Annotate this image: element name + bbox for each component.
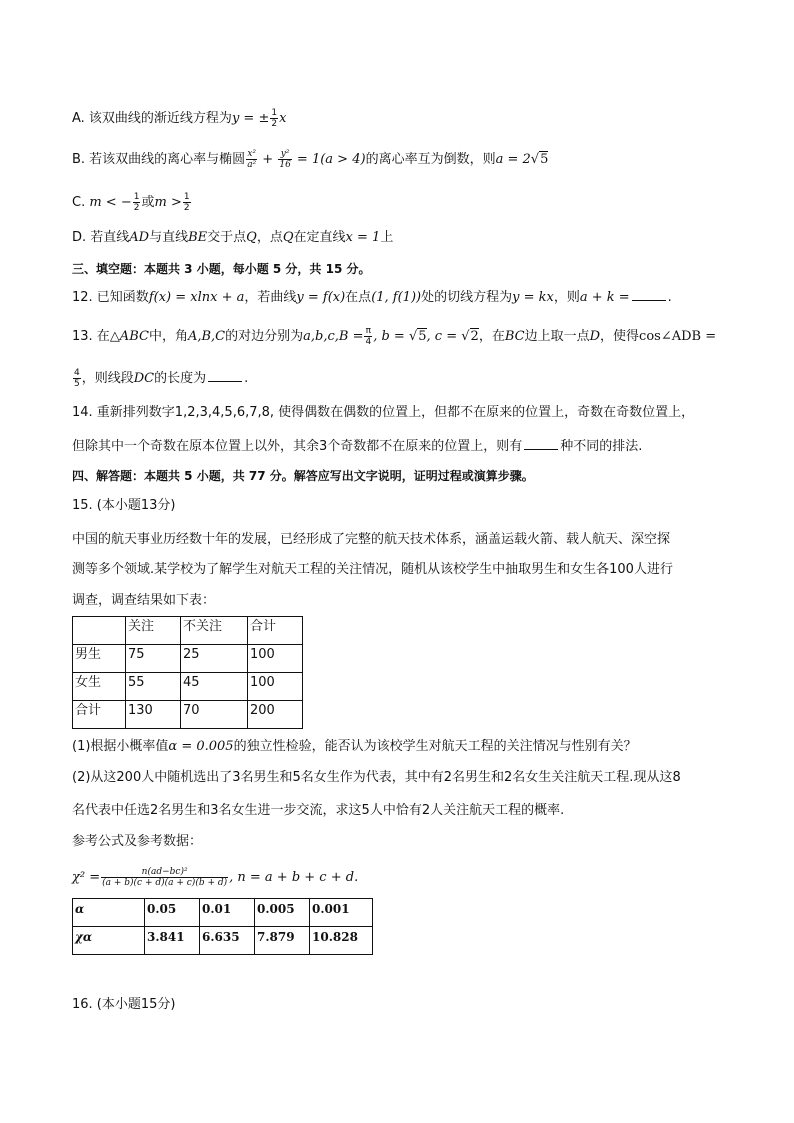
q12-answer-blank[interactable] [632,288,666,301]
section-heading-fill-in: 三、填空题：本题共 3 小题，每小题 5 分，共 15 分。 [72,262,371,276]
option-b-result: a = 2 [495,152,531,167]
table-row [73,701,303,729]
question-15-title: 15. (本小题13分) [72,498,176,513]
option-c-math-1: m < − [89,195,132,210]
option-b: B. 若该双曲线的离心率与椭圆 $\frac{\text{x²}}{\text{a²}}$ + $\frac{\text{y²}}{16}$ = 1(a > 4)的离心率互为倒数，则a = 2√5 [72,149,549,170]
table-cell: 45 [181,673,248,701]
option-a-tail: x [279,111,287,126]
table-cell: α [73,899,145,927]
q13-cos-expression: cos∠ADB = [639,329,717,344]
table-cell: 0.01 [200,899,255,927]
q12-function: f(x) = xlnx + a [148,290,245,305]
table-cell: 合计 [73,701,126,729]
table-cell: 10.828 [310,927,373,955]
option-d: D. 若直线AD与直线BE交于点Q，点Q在定直线x = 1上 [72,230,394,245]
option-b-text: B. 若该双曲线的离心率与椭圆 [72,152,246,167]
table-cell [73,617,126,645]
question-15-part-2: (2)从这200人中随机选出了3名男生和5名女生作为代表，其中有2名男生和2名女生关注航天工程.现从这8 [72,770,681,785]
q13-angle-fraction: $\frac{\pi}{4}$ [365,326,372,347]
table-cell: 70 [181,701,248,729]
table-cell: 100 [248,673,303,701]
critical-value-table [72,898,373,955]
table-cell: χα [73,927,145,955]
ellipse-condition: = 1(a > 4) [292,152,366,167]
table-row [73,645,303,673]
table-cell: 0.05 [145,899,200,927]
reference-title: 参考公式及参考数据： [72,834,203,849]
ellipse-fraction-x: $\frac{\text{x²}}{\text{a²}}$ [247,149,257,170]
option-c-math-2: m > [154,195,182,210]
table-row [73,899,373,927]
table-cell: 3.841 [145,927,200,955]
table-row [73,927,373,955]
chi-square-formula: χ² = $\frac{\text{n(ad−bc)²}}{(a + b)(c + d)(a + c)(b + d)}$ , n = a + b + c + d. [72,867,359,888]
question-15-para-1: 中国的航天事业历经数十年的发展，已经形成了完整的航天技术体系，涵盖运载火箭、载人航天、深空探 [72,532,671,547]
survey-table [72,616,303,729]
option-c-fraction-1: $\frac{1}{2}$ [133,192,140,213]
question-12: 12. 已知函数f(x) = xlnx + a，若曲线y = f(x)在点(1, f(1))处的切线方程为y = kx，则a + k = . [72,290,672,305]
alpha-value: α = 0.005 [168,739,234,754]
question-15-part-1: (1)根据小概率值α = 0.005的独立性检验，能否认为该校学生对航天工程的关注情况与性别有关？ [72,739,637,754]
table-cell: 0.001 [310,899,373,927]
option-a-math: y = ± [231,111,270,126]
question-15-para-2: 测等多个领域.某学校为了解学生对航天工程的关注情况，随机从该校学生中抽取男生和女生各100人进行 [72,562,673,577]
table-cell: 0.005 [255,899,310,927]
table-cell: 7.879 [255,927,310,955]
table-cell: 130 [126,701,181,729]
table-cell: 6.635 [200,927,255,955]
q13-cos-value: $\frac{4}{5}$ [74,368,80,389]
table-cell: 女生 [73,673,126,701]
option-c: C. m < − $\frac{1}{2}$ 或m > $\frac{1}{2}$ [72,192,190,213]
question-15-part-2-line-2: 名代表中任选2名男生和3名女生进一步交流，求这5人中恰有2人关注航天工程的概率. [72,803,565,818]
question-13: 13. 在△ABC中，角A,B,C的对边分别为a,b,c,B = $\frac{\pi}{4}$ , b = √5, c = √2，在BC边上取一点D，使得cos∠ADB = [72,326,717,347]
table-cell: 合计 [248,617,303,645]
question-14-line-2: 但除其中一个奇数在原本位置上以外，其余3个奇数都不在原来的位置上，则有 种不同的排法. [72,439,643,454]
q14-answer-blank[interactable] [524,437,558,450]
table-cell: 不关注 [181,617,248,645]
question-13-line-2: $\frac{4}{5}$ ，则线段DC的长度为 . [74,368,249,389]
option-a-fraction: $\frac{1}{2}$ [271,108,278,129]
table-row [73,673,303,701]
question-16-title: 16. (本小题15分) [72,997,176,1012]
question-14: 14. 重新排列数字1,2,3,4,5,6,7,8, 使得偶数在偶数的位置上，但都不在原来的位置上，奇数在奇数位置上， [72,405,695,420]
option-a-text: A. 该双曲线的渐近线方程为 [72,111,232,126]
question-15-para-3: 调查，调查结果如下表： [72,593,216,608]
option-b-middle: 的离心率互为倒数，则 [365,152,496,167]
ellipse-fraction-y: $\frac{\text{y²}}{16}$ [279,149,291,170]
table-cell: 75 [126,645,181,673]
table-cell: 55 [126,673,181,701]
table-cell: 关注 [126,617,181,645]
section-heading-solutions: 四、解答题：本题共 5 小题，共 77 分。解答应写出文字说明，证明过程或演算步骤。 [72,469,534,483]
q13-answer-blank[interactable] [208,369,242,382]
table-cell: 男生 [73,645,126,673]
table-cell: 200 [248,701,303,729]
option-c-fraction-2: $\frac{1}{2}$ [183,192,190,213]
table-cell: 25 [181,645,248,673]
option-d-line-eq: x = 1 [345,230,381,245]
option-a [72,108,286,129]
table-header-row [73,617,303,645]
table-cell: 100 [248,645,303,673]
chi-square-fraction: $\frac{\text{n(ad−bc)²}}{(a + b)(c + d)(a + c)(b + d)}$ [102,867,228,888]
